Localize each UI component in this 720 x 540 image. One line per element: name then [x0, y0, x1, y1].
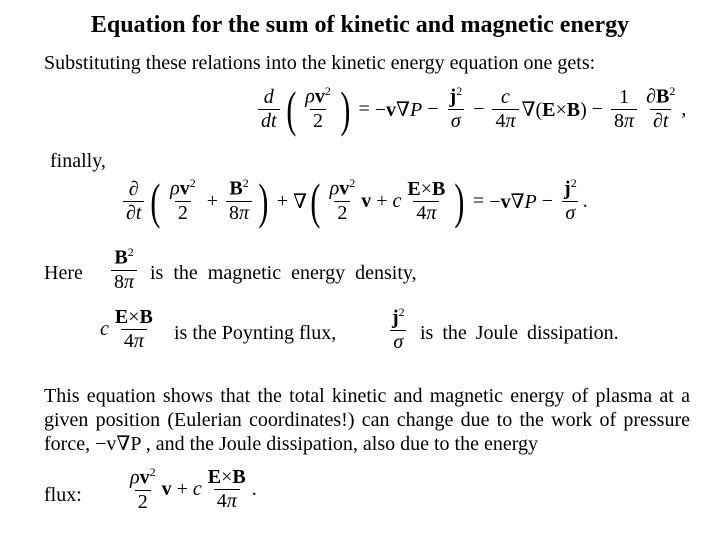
page-title: Equation for the sum of kinetic and magnetic energy [90, 12, 630, 38]
magnetic-energy-desc: is the magnetic energy density, [150, 262, 417, 284]
magnetic-energy-density-expr: $\frac{B^2}{8\pi}$ [108, 246, 140, 294]
here-text: Here [44, 262, 83, 284]
poynting-flux-expr: c $\frac{E\times B}{4\pi}$ [100, 306, 153, 352]
energy-flux-expr: $\frac{\rho v^2}{2}$ v + c $\frac{E\times B}{4\pi}$ . [130, 465, 257, 513]
explanation-paragraph: This equation shows that the total kinetic and magnetic energy of plasma at a given position (Eulerian coordinates!) can change due to the work of pressure force, −v∇P , and the Joule dissipation, also due to the energy [44, 385, 690, 455]
equation-kinetic-rate: $\frac{d}{dt}$ ( $\frac{\rho v^2}{2}$ ) = −v∇P − $\frac{j^2}{\sigma}$ − $\frac{c}{4\pi}$ ∇(E×B) − $\frac{1}{8\pi}$ $\frac{\partial B^2}{\partial t}$ , [255, 84, 686, 134]
joule-dissipation-expr: $\frac{j^2}{\sigma}$ [392, 305, 405, 353]
finally-text: finally, [50, 150, 106, 172]
joule-desc: is the Joule dissipation. [420, 322, 619, 344]
intro-text: Substituting these relations into the kinetic energy equation one gets: [44, 52, 596, 74]
flux-label: flux: [44, 484, 82, 506]
equation-energy-balance: $\frac{\partial}{\partial t}$ ( $\frac{\rho v^2}{2}$ + $\frac{B^2}{8\pi}$ ) + ∇ ( $\frac{\rho v^2}{2}$ v + c $\frac{E\times B}{4\pi}$ ) = −v∇P − $\frac{j^2}{\sigma}$ . [120, 176, 588, 226]
poynting-desc: is the Poynting flux, [174, 322, 337, 344]
